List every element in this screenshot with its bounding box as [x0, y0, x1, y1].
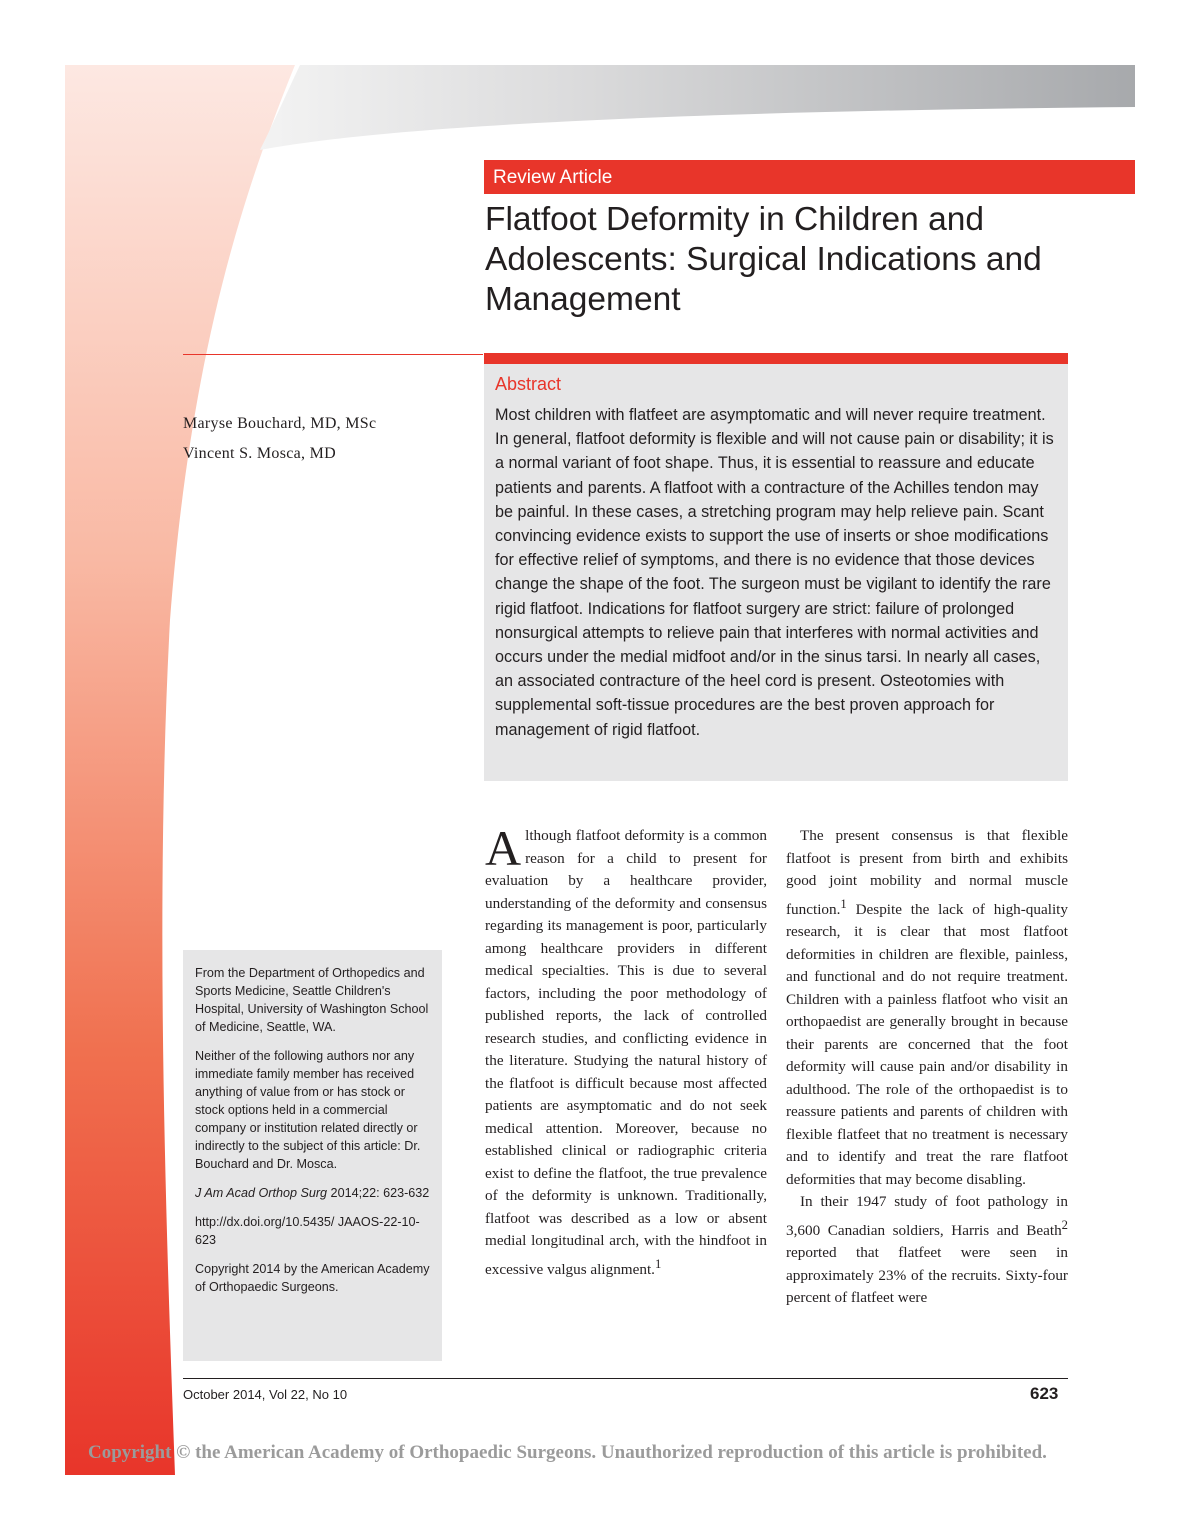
body-paragraph — [485, 820, 767, 1281]
author-name: Maryse Bouchard, MD, MSc — [183, 415, 377, 432]
reference-marker[interactable]: 1 — [654, 1256, 662, 1271]
citation — [195, 1184, 432, 1202]
gray-band — [260, 65, 1135, 150]
divider-left — [183, 354, 483, 355]
reference-marker[interactable]: 1 — [840, 896, 847, 911]
paragraph-text: In their 1947 study of foot pathology in 3,600 Canadian soldiers, Harris and Beath — [786, 1193, 1068, 1239]
abstract-panel — [484, 364, 1068, 781]
disclosure: Neither of the following authors nor any immediate family member has received anything of value from or has stock or stock options held in a commercial company or institution related directly or indirectly to the subject of this article: Dr. Bouchard and Dr. Mosca. — [195, 1049, 421, 1171]
reference-marker[interactable]: 2 — [1061, 1217, 1068, 1232]
article-info-panel — [183, 950, 442, 1361]
citation-journal: J Am Acad Orthop Surg — [195, 1186, 328, 1200]
footer-divider — [183, 1378, 1068, 1379]
citation-volume: 2014;22: 623-632 — [327, 1186, 430, 1200]
abstract-heading: Abstract — [495, 374, 562, 394]
article-title: Flatfoot Deformity in Children and Adolescents: Surgical Indications and Management — [485, 201, 1042, 318]
copyright-line: Copyright 2014 by the American Academy of Orthopaedic Surgeons. — [195, 1262, 430, 1294]
abstract-text: Most children with flatfeet are asymptomatic and will never require treatment. In general, flatfoot deformity is flexible and will not cause pain or disability; it is a normal variant of foot shape. Thus, it is essential to reassure and educate patients and parents. A flatfoot with a contracture of the Achilles tendon may be painful. In these cases, a stretching program may help relieve pain. Scant convincing evidence exists to support the use of inserts or shoe modifications for effective relief of symptoms, and there is no evidence that those devices change the shape of the foot. The surgeon must be vigilant to identify the rare rigid flatfoot. Indications for flatfoot surgery are strict: failure of prolonged nonsurgical attempts to relieve pain that interferes with normal activities and occurs under the medial midfoot and/or in the sinus tarsi. In nearly all cases, an associated contracture of the heel cord is present. Osteotomies with supplemental soft-tissue procedures are the best proven approach for management of rigid flatfoot. — [495, 406, 1054, 739]
section-tag: Review Article — [484, 160, 1135, 194]
copyright-notice: Copyright © the American Academy of Orthopaedic Surgeons. Unauthorized reproduction of this article is prohibited. — [88, 1442, 1047, 1463]
body-paragraph — [786, 1191, 1068, 1310]
paragraph-text: The present consensus is that flexible flatfoot is present from birth and exhibits good joint mobility and normal muscle function. — [786, 827, 1068, 918]
doi-link[interactable]: http://dx.doi.org/10.5435/ JAAOS-22-10-623 — [195, 1215, 420, 1247]
divider-right — [484, 353, 1068, 364]
paragraph-text: reported that flatfeet were seen in approximately 23% of the recruits. Sixty-four percent of flatfeet were — [786, 1244, 1068, 1307]
body-column-1 — [485, 820, 767, 1281]
body-column-2 — [786, 825, 1068, 1310]
author-name: Vincent S. Mosca, MD — [183, 445, 337, 462]
affiliation: From the Department of Orthopedics and Sports Medicine, Seattle Children's Hospital, University of Washington School of Medicine, Seattle, WA. — [195, 966, 429, 1034]
issue-info: October 2014, Vol 22, No 10 — [183, 1387, 348, 1402]
page-number: 623 — [1030, 1384, 1059, 1403]
drop-cap: A — [485, 820, 522, 876]
paragraph-text: lthough flatfoot deformity is a common reason for a child to present for evaluation by a healthcare provider, understanding of the deformity and consensus regarding its management is poor, particularly among healthcare providers in different medical specialties. This is due to several factors, including the poor methodology of published reports, the lack of controlled research studies, and conflicting evidence in the literature. Studying the natural history of the flatfoot is difficult because most affected patients are asymptomatic and do not seek medical attention. Moreover, because no established clinical or radiographic criteria exist to define the flatfoot, the true prevalence of the deformity is unknown. Traditionally, flatfoot was described as a low or absent medial longitudinal arch, with the hindfoot in excessive valgus alignment. — [485, 827, 767, 1278]
author-list — [183, 409, 473, 469]
paragraph-text: Despite the lack of high-quality research, it is clear that most flatfoot deformities in children are flexible, painless, and functional and do not require treatment. Children with a painless flatfoot who visit an orthopaedist are generally brought in because their parents are concerned that the foot deformity will cause pain and/or disability in adulthood. The role of the orthopaedist is to reassure patients and parents of children with flexible flatfeet that no treatment is necessary and to identify and treat the rare flatfoot deformities that may become disabling. — [786, 900, 1068, 1188]
body-paragraph — [786, 825, 1068, 1191]
